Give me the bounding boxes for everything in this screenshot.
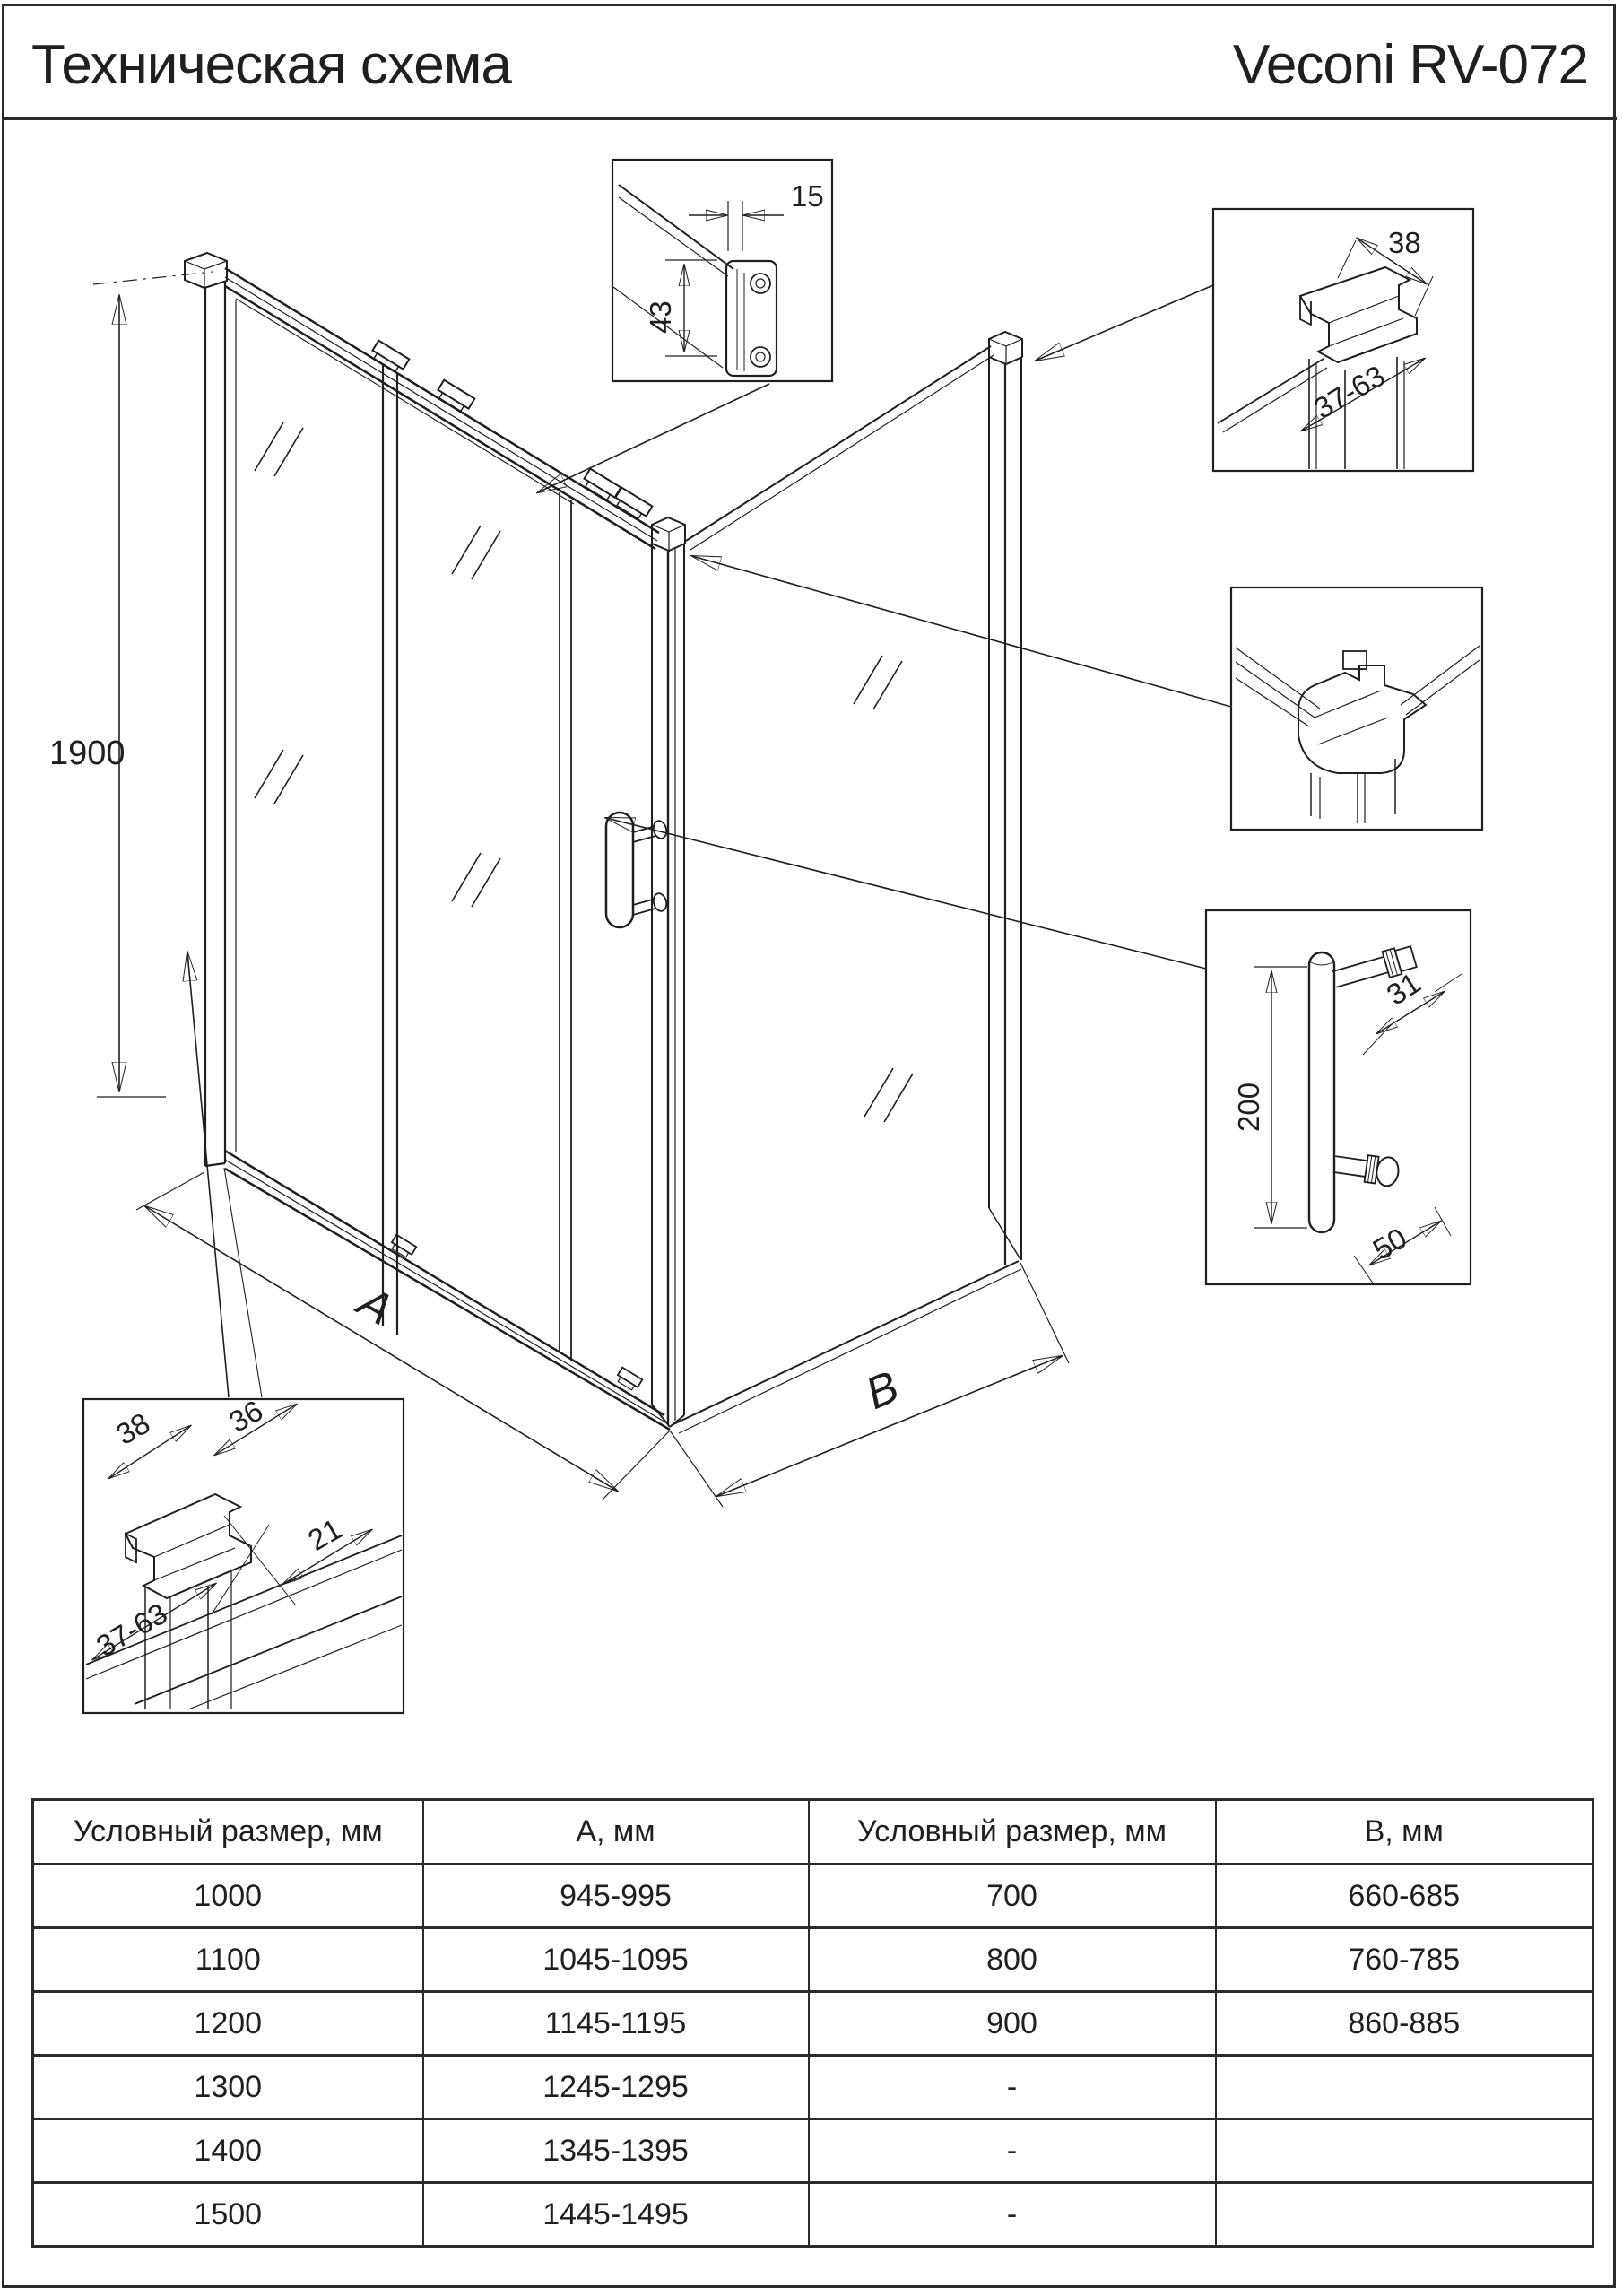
cell-nominal-b: 700 xyxy=(809,1865,1216,1928)
cell-b-range: 660-685 xyxy=(1216,1865,1593,1928)
table-row xyxy=(33,2056,1593,2119)
cell-nominal-a: 1200 xyxy=(33,1992,423,2056)
cell-nominal-a: 1000 xyxy=(33,1865,423,1928)
bottom-profile-gap-dim: 21 xyxy=(302,1511,348,1558)
size-table-header-row xyxy=(33,1800,1593,1865)
door-handle xyxy=(606,813,668,927)
col-header-b: В, мм xyxy=(1216,1800,1593,1865)
table-row xyxy=(33,1928,1593,1992)
handle-length-dim: 200 xyxy=(1232,1082,1265,1132)
bottom-profile-width-dim: 38 xyxy=(110,1405,156,1452)
table-row xyxy=(33,1992,1593,2056)
cell-b-range: 760-785 xyxy=(1216,1928,1593,1992)
roller-offset-dim: 15 xyxy=(791,179,824,213)
detail-bottom-profile xyxy=(83,1394,404,1713)
bottom-profile-range-dim: 37-63 xyxy=(91,1596,173,1664)
glass-sparkles xyxy=(255,422,913,1122)
page-title: Техническая схема xyxy=(31,34,511,96)
top-profile-range-dim: 37-63 xyxy=(1308,358,1391,426)
cell-nominal-b: - xyxy=(809,2183,1216,2247)
model-number: Veconi RV-072 xyxy=(1232,34,1588,96)
depth-dim-label: B xyxy=(858,1361,907,1420)
dimension-height-1900 xyxy=(49,272,213,1097)
cell-a-range: 1445-1495 xyxy=(423,2183,809,2247)
width-dim-label: A xyxy=(350,1276,402,1335)
table-row xyxy=(33,2119,1593,2183)
dimension-depth-B xyxy=(670,1263,1069,1507)
cell-nominal-b: 900 xyxy=(809,1992,1216,2056)
cell-nominal-a: 1300 xyxy=(33,2056,423,2119)
top-profile-width-dim: 38 xyxy=(1388,226,1421,259)
detail-corner-connector xyxy=(1231,587,1482,830)
cell-nominal-a: 1100 xyxy=(33,1928,423,1992)
handle-offset-dim: 50 xyxy=(1367,1221,1413,1267)
cell-nominal-b: - xyxy=(809,2119,1216,2183)
cell-nominal-b: - xyxy=(809,2056,1216,2119)
main-enclosure-view xyxy=(185,253,1022,1433)
cell-b-range xyxy=(1216,2119,1593,2183)
cell-nominal-b: 800 xyxy=(809,1928,1216,1992)
cell-nominal-a: 1500 xyxy=(33,2183,423,2247)
col-header-nominal-b: Условный размер, мм xyxy=(809,1800,1216,1865)
cell-a-range: 1245-1295 xyxy=(423,2056,809,2119)
cell-b-range: 860-885 xyxy=(1216,1992,1593,2056)
cell-b-range xyxy=(1216,2056,1593,2119)
detail-top-roller xyxy=(612,160,832,381)
roller-height-dim: 43 xyxy=(644,300,677,334)
table-row xyxy=(33,1865,1593,1928)
cell-a-range: 945-995 xyxy=(423,1865,809,1928)
size-table xyxy=(31,1798,1594,2248)
bottom-profile-inner-dim: 36 xyxy=(223,1393,269,1439)
cell-b-range xyxy=(1216,2183,1593,2247)
detail-handle xyxy=(1206,910,1471,1284)
cell-nominal-a: 1400 xyxy=(33,2119,423,2183)
col-header-nominal-a: Условный размер, мм xyxy=(33,1800,423,1865)
cell-a-range: 1345-1395 xyxy=(423,2119,809,2183)
cell-a-range: 1145-1195 xyxy=(423,1992,809,2056)
col-header-a: А, мм xyxy=(423,1800,809,1865)
cell-a-range: 1045-1095 xyxy=(423,1928,809,1992)
detail-top-profile xyxy=(1213,209,1473,471)
height-dim-label: 1900 xyxy=(49,735,126,772)
handle-pin-dim: 31 xyxy=(1380,965,1427,1012)
table-row xyxy=(33,2183,1593,2247)
